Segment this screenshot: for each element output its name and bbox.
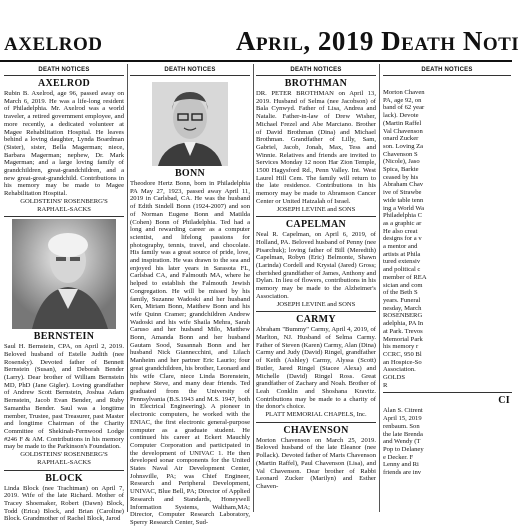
obit-text-line: adelphia, PA In: [383, 320, 424, 328]
column-heading: DEATH NOTICES: [256, 66, 376, 76]
obit-funeral-home-capelman: JOSEPH LEVINE and SONS: [276, 300, 356, 308]
portrait-bonn: [152, 82, 228, 166]
column-1: [4, 66, 124, 523]
obit-name-bonn: BONN: [174, 168, 206, 179]
photo-bonn: [152, 82, 228, 166]
obit-text-line: at Park. Trevos: [383, 327, 423, 335]
obit-text-line: and political c: [383, 266, 421, 274]
obit-text-line: friends are inv: [383, 469, 422, 477]
obit-text-line: Alan S. Citrent: [383, 407, 423, 415]
obit-text-line: renbaum. Son: [383, 422, 420, 430]
obit-text-line: his memory r: [383, 343, 419, 351]
obit-text-line: Morton Chaven: [383, 89, 425, 96]
obit-text-chavenson-continued: [383, 89, 512, 389]
obit-name-axelrod: AXELROD: [37, 78, 91, 89]
column-heading: DEATH NOTICES: [130, 66, 250, 76]
obit-text-line: Memorial Park: [383, 335, 423, 343]
obit-text-line: and Wendy (T: [383, 438, 421, 446]
column-rule: [253, 64, 254, 512]
page-title: April, 2019 Death Noti: [236, 26, 519, 56]
obit-name-bernstein: BERNSTEIN: [33, 331, 95, 343]
obit-text-line: nesday, March: [383, 304, 422, 312]
obit-name-brothman: BROTHMAN: [284, 78, 348, 89]
obit-text-line: Spica, Barkte: [383, 166, 419, 174]
obit-name-block: BLOCK: [45, 472, 83, 484]
obit-text-line: as a graphic ar: [383, 219, 422, 227]
photo-bernstein: [12, 219, 116, 329]
obit-text-ci: [383, 407, 512, 476]
obit-text-capelman: Neal R. Capelman, on April 6, 2019, of Holland, PA. Beloved husband of Penny (nee Pisarchuk); loving father of Bill (Meredith) Capelman, Robyn (Eric) Belmonte, Shawn (Larinda) Cordell and Krystal (Jared) Gross; cherished grandfather of James, Anthony and Dylan. In lieu of flowers, contributions in his memory may be made to the Alzheimer's Association.: [256, 231, 376, 300]
divider: [256, 216, 376, 217]
obit-text-line: tured extensiv: [383, 258, 421, 266]
obit-text-line: ive of Strawbe: [383, 189, 422, 197]
obit-text-line: lack). Devote: [383, 112, 419, 120]
obit-text-line: a mentor and: [383, 243, 418, 251]
obit-text-line: (Nicole), Jaso: [383, 158, 420, 166]
obit-text-line: ing a World Wa: [383, 204, 424, 212]
obit-text-block: Linda Block (nee Trachtman) on April 7, 2019. Wife of the late Richard. Mother of Tracey Shoemaker, Robert (Dawn) Block, Todd (Erica) Block, and Brian (Caroline) Block. Grandmother of Rachel Block, Jarod: [4, 484, 124, 523]
obit-text-line: e Decker. F: [383, 453, 414, 461]
obit-text-line: Philadelphia C: [383, 212, 423, 220]
section-name: AXELROD: [4, 34, 103, 55]
obit-text-line: the late Brenda: [383, 430, 423, 438]
obit-text-line: an Hospice-So: [383, 358, 422, 366]
obit-text-line: onard Zucker: [383, 135, 419, 143]
obit-text-bernstein: Saul H. Bernstein, CPA, on April 2, 2019. Beloved husband of Estelle Judith (nee Rosensky). Devoted father of Bennett Bernstein (Susan), and Deborah Bender (Larry). Dear brother of William Bernstein MD, PhD (Jane Gigler). Loving grandfather of Andrew Scott Bernstein, Joshua Adam Bernstein, Jacob Evan Bender, and Ruby Samantha Bender. Saul was a longtime member, Trustee, past Treasurer, past Master and longtime Chairman of the Charity Committee of Shekinah-Fernwood Lodge #246 F & AM. Contributions in his memory may be made to the Parkinson's Foundation.: [4, 343, 124, 451]
obit-text-line: PA, age 92, on: [383, 96, 422, 104]
obit-text-line: son. Loving Za: [383, 142, 424, 150]
divider: [383, 392, 512, 393]
header-rule: [0, 60, 512, 62]
obit-text-line: band of 62 year: [383, 104, 425, 112]
obit-text-line: wide table tenn: [383, 196, 424, 204]
obit-text-line: artists at Phila: [383, 250, 421, 258]
obit-text-line: ceased by his: [383, 173, 419, 181]
divider: [256, 311, 376, 312]
obit-name-carmy: CARMY: [296, 314, 336, 326]
obit-text-line: Val Chavenson: [383, 127, 423, 135]
obit-text-carmy: Abraham "Bummy" Carmy, April 4, 2019, of Marlton, NJ. Husband of Selma Carmy. Father of Steven (Karen) Carmy, Alan (Dina) Carmy and Judy (David) Ringel, grandfather of Keith (Ashley) Carmy, Alyssa (Scott) Butler, Jared Ringel (Stacee Alexa) and Michelle (David) Ringel Ross. Great grandfather of Zachary and Noah. Brother of Leah Conklin and Shoshana Kravitz. Contributions may be made to a charity of the donor's choice.: [256, 326, 376, 411]
obit-text-line: He also creat: [383, 227, 418, 235]
obit-funeral-home-carmy: PLATT MEMORIAL CHAPELS, Inc.: [265, 411, 367, 419]
obit-text-line: Abraham Chav: [383, 181, 424, 189]
obit-funeral-home-axelrod: GOLDSTEINS' ROSENBERG'S RAPHAEL-SACKS: [20, 197, 108, 213]
column-4: [383, 66, 512, 512]
obit-text-line: CCRC, 950 Bl: [383, 350, 422, 358]
column-heading: DEATH NOTICES: [4, 66, 124, 76]
obit-text-line: Lenny and Ri: [383, 461, 419, 469]
obit-text-line: ROSENBERG: [383, 312, 423, 320]
obit-funeral-home-brothman: JOSEPH LEVINE and SONS: [276, 205, 356, 213]
obit-text-line: Pop to Delaney: [383, 445, 424, 453]
obit-text-line: April 15, 2019: [383, 415, 422, 423]
obit-text-line: Association.: [383, 366, 416, 374]
column-heading: DEATH NOTICES: [383, 66, 511, 76]
obit-name-chavenson: CHAVENSON: [283, 424, 349, 436]
obit-text-axelrod: Rubin B. Axelrod, age 96, passed away on March 6, 2019. He was a life-long resident of Philadelphia. Mr. Axelrod was a world traveler, a retired government employee, and more recently, a dedicated volunteer at Magee Rehabilitation Hospital. He leaves behind a loving daughter, Lynda Boardman (Sister), sister, Bella Magerman; niece, Barbara Magerman; nephew, Dr. Mark Magerman; and a large loving family of grandchildren, great-grandchildren, and a new great-great-grandchild. Contributions in his memory may be made to Magee Rehabilitation Hospital.: [4, 90, 124, 198]
column-rule: [127, 64, 128, 512]
column-2: [130, 66, 250, 526]
obit-text-line: of the Beth S: [383, 289, 418, 297]
obit-funeral-home-bernstein: GOLDSTEINS' ROSENBERG'S RAPHAEL-SACKS: [20, 451, 108, 466]
obit-text-line: designs for a v: [383, 235, 422, 243]
obit-text-line: (Martin Raffel: [383, 119, 422, 127]
column-rule: [379, 64, 380, 512]
obit-text-line: R: [383, 381, 388, 389]
obit-text-line: GOLDS: [383, 374, 405, 382]
obit-text-line: years. Funeral: [383, 296, 421, 304]
divider: [256, 422, 376, 423]
obit-text-line: Chavenson S: [383, 150, 418, 158]
obit-text-bonn: Theodore Hertz Bonn, born in Philadelphia PA May 27, 1923, passed away April 11, 2019 in Carlsbad, CA. He was the husband of Edith Sindell Bonn (1924-2007) and son of Norman Eugene Bonn and Matilda (Cohen) Bonn of Philadelphia. Ted had a long and rewarding career as a computer scientist, and lifelong passions for photography, tennis, travel, and chocolate. His family was a great source of pride, love, and inspiration. He was drawn to the sea and enjoyed his later years in Sarasota FL, Carlsbad CA, and Falmouth MA, where he helped to establish the Falmouth Jewish Congregation. He will be missed by his family, Suzanne Wadoski and her husband Ken, Miriam Bonn, Matthew Bonn and his wife Quinn Cramer; grandchildren Andrew Wadoski and his wife Shaila Mehra, Sarah Caruso and her husband Milo, Matthew Bonn, Amanda Bonn and her husband Gautam Sood, Susannah Bonn and her husband Nick Giannecchini, and Lilach Manheim and her partner Eric Laurio; four great grandchildren, his brother, Leonard and his wife Clare, niece Linda Borenstein, nephew Steve, and many dear friends. Ted graduated from the University of Pennsylvania (B.S.1943 and M.S. 1947, both in Electrical Engineering). A pioneer in electronic computers, he worked with the ENIAC, the first electronic general-purpose computer as a graduate student. He continued his career at Eckert Mauchly Computer Corporation and participated in the development of UNIVAC 1. He then developed sonar components for the United States Naval Air Development Center, Johnsville, PA; was Chief Engineer, Research and Peripheral Development, UNIVAC, Blue Bell, PA; Director of Applied Research and Standards, Honeywell Information Systems, Waltham,MA; Director, Computer Research Laboratory, Sperry Research Center, Sud-: [130, 180, 250, 526]
obit-text-brothman: DR. PETER BROTHMAN on April 13, 2019. Husband of Selma (nee Jacobson) of Bala Cynwyd. Father of Lisa, Andrea and Natalie. Father-in-law of Drew Wisher, Michael Frezel and Abe Marciano. Brother of David Brothman (Dina) and Michael Brothman. Grandfather of Lilly, Sam, Gabriel, Jacob, Jonah, Max, Tess and Winnie. Relatives and friends are invited to Services Monday 12 noon Har Zion Temple, 1500 Hagysford Rd., Penn Valley. Int. West Laurel Hill Cem. The family will return to the late residence. Contributions in his memory may be made to Abramson Cancer Center or United Hatzalah of Israel.: [256, 90, 376, 205]
obit-name-capelman: CAPELMAN: [285, 219, 347, 231]
divider: [4, 216, 124, 217]
obit-text-line: member of REA: [383, 273, 427, 281]
portrait-bernstein: [12, 219, 116, 329]
column-3: [256, 66, 376, 512]
obit-text-chavenson: Morton Chavenson on March 25, 2019. Beloved husband of the late Eleanor (nee Pollack). Devoted father of Maris Chavenson (Martin Raffel), Paul Chavenson (Lisa), and Val Chavenson. Dear brother of Rabbi Leonard Zucker (Marilyn) and Esther Chaven-: [256, 436, 376, 490]
obit-text-line: sician and com: [383, 281, 423, 289]
divider: [4, 470, 124, 471]
obit-name-ci: CI: [498, 395, 510, 407]
